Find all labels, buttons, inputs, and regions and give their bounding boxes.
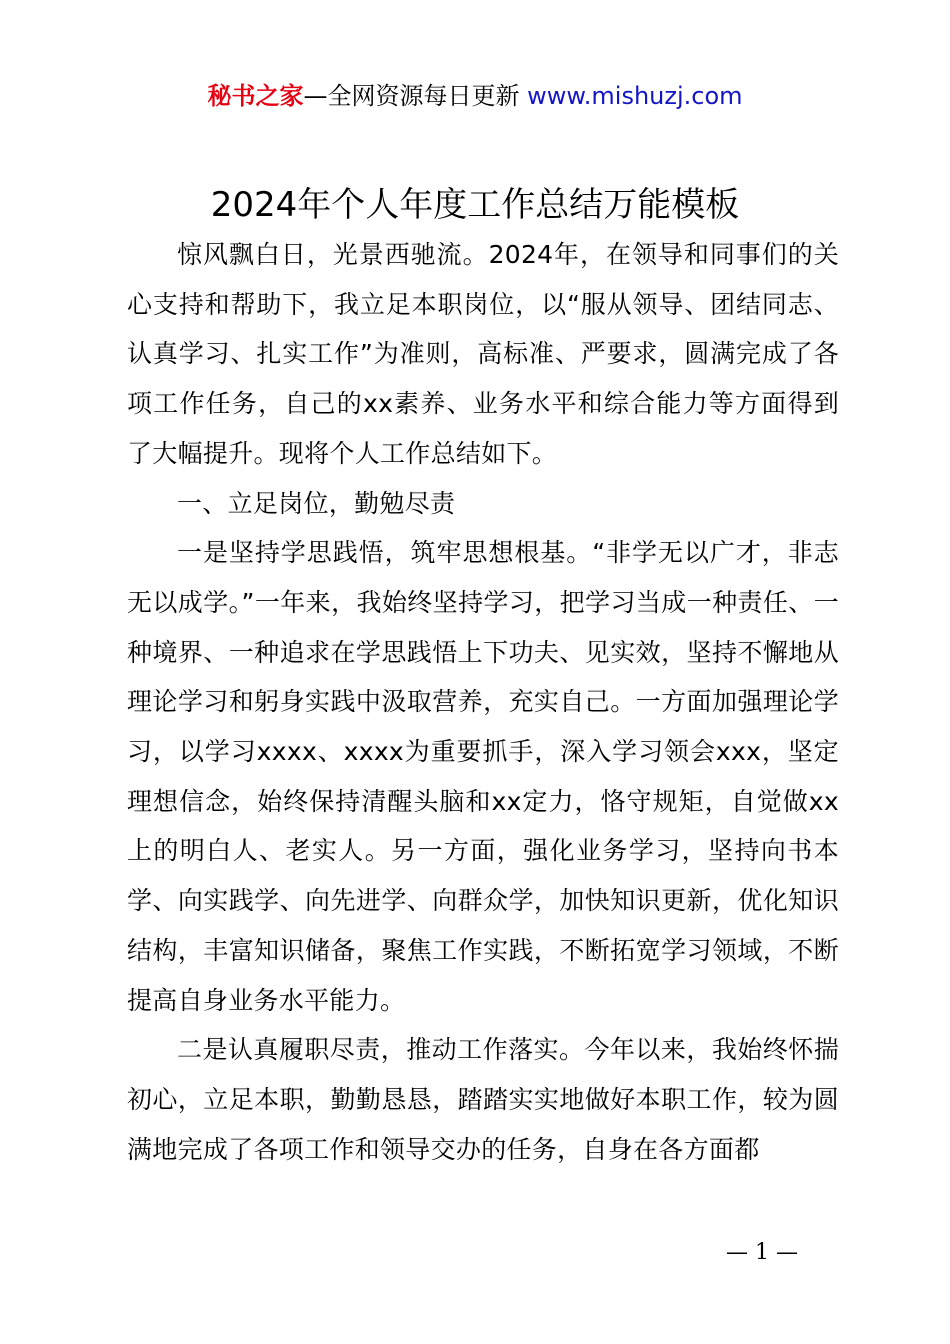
- site-tagline: —全网资源每日更新: [303, 82, 520, 110]
- page-number: — 1 —: [726, 1240, 798, 1265]
- document-body: [127, 230, 839, 1174]
- document-title: 2024年个人年度工作总结万能模板: [210, 185, 740, 225]
- body-paragraph-2: 二是认真履职尽责，推动工作落实。今年以来，我始终怀揣初心，立足本职，勤勤恳恳，踏踏实实地做好本职工作，较为圆满地完成了各项工作和领导交办的任务，自身在各方面都: [127, 1035, 839, 1164]
- intro-paragraph: 惊风飘白日，光景西驰流。2024年，在领导和同事们的关心支持和帮助下，我立足本职岗位，以“服从领导、团结同志、认真学习、扎实工作”为准则，高标准、严要求，圆满完成了各项工作任务，自己的xx素养、业务水平和综合能力等方面得到了大幅提升。现将个人工作总结如下。: [127, 240, 839, 468]
- site-url-link[interactable]: www.mishuzj.com: [527, 82, 743, 110]
- section-heading: 一、立足岗位，勤勉尽责: [177, 488, 456, 518]
- body-paragraph-1: 一是坚持学思践悟，筑牢思想根基。“非学无以广才，非志无以成学。”一年来，我始终坚持学习，把学习当成一种责任、一种境界、一种追求在学思践悟上下功夫、见实效，坚持不懈地从理论学习和躬身实践中汲取营养，充实自己。一方面加强理论学习，以学习xxxx、xxxx为重要抓手，深入学习领会xxx，坚定理想信念，始终保持清醒头脑和xx定力，恪守规矩，自觉做xx上的明白人、老实人。另一方面，强化业务学习，坚持向书本学、向实践学、向先进学、向群众学，加快知识更新，优化知识结构，丰富知识储备，聚焦工作实践，不断拓宽学习领域，不断提高自身业务水平能力。: [127, 538, 839, 1015]
- site-header: [0, 80, 950, 112]
- site-brand: 秘书之家: [207, 82, 304, 110]
